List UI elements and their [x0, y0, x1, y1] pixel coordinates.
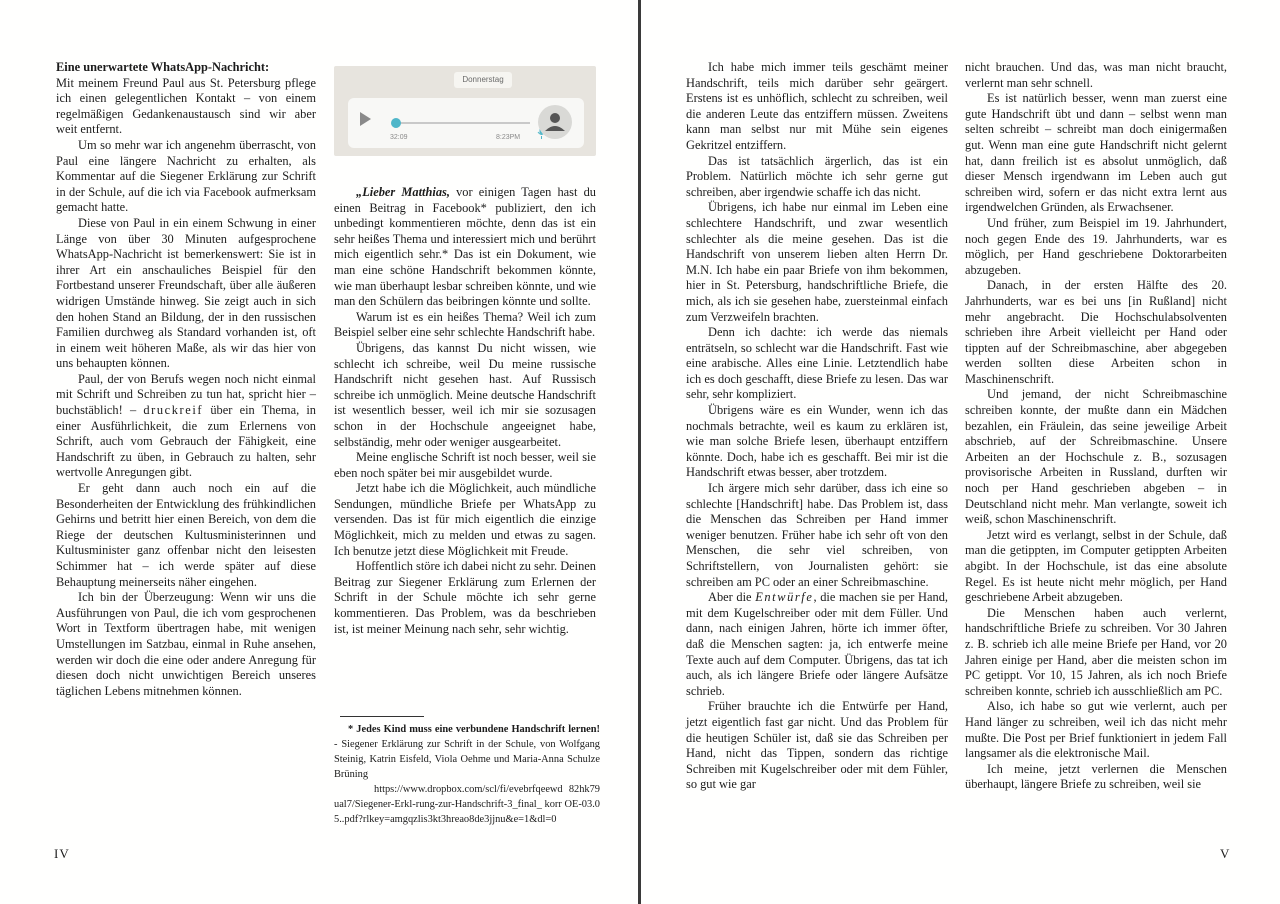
play-icon: [360, 112, 371, 126]
paragraph: Jetzt habe ich die Möglichkeit, auch mündliche Sendungen, mündliche Briefe per WhatsApp zu versenden. Das ist für mich eigentlich die einzige Möglichkeit, mich zu melden und etwas zu sagen. Ich benutze jetzt diese Möglichkeit mit Freude.: [334, 481, 596, 558]
paragraph: Ich meine, jetzt verlernen die Menschen überhaupt, längere Briefe zu schreiben, weil sie: [965, 761, 1227, 792]
paragraph-text: Paul, der von Berufs wegen noch nicht einmal mit Schrift und Schreiben zu tun hat, spricht hier – buchstäblich! –: [56, 371, 316, 418]
paragraph: [334, 185, 596, 310]
paragraph: Danach, in der ersten Hälfte des 20. Jahrhunderts, war es bei uns [in Rußland] nicht mehr angebracht. Die Hochschulabsolventen schrieben ihre Arbeit vielleicht per Hand oder tippten auf der Schreibmaschine, aber abgegeben werden sollten diese Arbeiten schon in Maschinenschrift.: [965, 278, 1227, 386]
paragraph: Und früher, zum Beispiel im 19. Jahrhundert, noch gegen Ende des 19. Jahrhunderts, war es möglich, per Hand geschriebene Doktorarbeiten abzugeben.: [965, 215, 1227, 277]
right-column-1: [686, 60, 948, 793]
paragraph: Ich habe mich immer teils geschämt meiner Handschrift, teils mich darüber sehr geärgert. Erstens ist es unhöflich, schlecht zu schreiben, weil die anderen Leute das entziffern müssen. Zweitens kann man selbst nur mit Mühe sein eigenes Gekritzel entziffern.: [686, 60, 948, 152]
paragraph: Meine englische Schrift ist noch besser, weil sie eben noch später bei mir ausgebildet wurde.: [334, 450, 596, 480]
paragraph: Denn ich dachte: ich werde das niemals enträtseln, so schlecht war die Handschrift. Fast wie eine arabische. Alles eine Linie. Letztendlich habe ich es doch geschafft, diese Briefe zu lesen. Das war sehr, sehr kompliziert.: [686, 325, 948, 402]
paragraph-text: vor einigen Tagen hast du einen Beitrag in Facebook* publiziert, den ich unbedingt kommentieren möchte, denn das ist ein sehr heißes Thema und interessiert mich und berührt mich eigentlich sehr.* Das ist ein Dokument, wie man eine schöne Handschrift bekommen könnte, wie man überhaupt lesbar schreiben könnte, und wie man den Schülern das beibringen könnte und sollte.: [334, 185, 596, 309]
paragraph-text: über ein Thema, in einer Ausführlichkeit, die zum Erlernens von Schrift, auch vom Gebrauch der Fähigkeit, eine Handschrift zu üben, in Gebrauch zu halten, sehr wertvolle Anregungen gibt.: [56, 403, 316, 480]
paragraph: [686, 590, 948, 699]
right-column-2: [965, 60, 1227, 793]
paragraph: Also, ich habe so gut wie verlernt, auch per Hand länger zu schreiben, weil ich das nicht mehr mußte. Die Post per Brief funktioniert in jedem Fall langsamer als die elektronische Mail.: [965, 699, 1227, 761]
paragraph: Um so mehr war ich angenehm überrascht, von Paul eine längere Nachricht zu erhalten, als Kommentar auf die Siegener Erklärung zur Schrift in der Schule, auf die ich via Facebook aufmerksam gemacht hatte.: [56, 137, 316, 215]
paragraph: Übrigens wäre es ein Wunder, wenn ich das nochmals betrachte, weil es kaum zu erklären ist, wie man solche Briefe lesen, überhaupt entziffern könnte. Doch, habe ich es geschafft. Bei mir ist die Handschrift etwas besser, aber trotzdem.: [686, 403, 948, 480]
footnote-body: - Siegener Erklärung zur Schrift in der Schule, von Wolfgang Steinig, Katrin Eisfeld, Viola Oehme und Maria-Anna Schulze Brüning: [334, 739, 600, 780]
paragraph: Ich ärgere mich sehr darüber, dass ich eine so schlechte [Handschrift] habe. Das Problem ist, dass die Menschen das Schreiben per Hand immer weniger benutzen. Früher habe ich sehr oft von den Menschen, die sehr viel schreiben, von Schriftstellern, von Journalisten gehört: sie schreiben am PC oder an einer Schreibmaschine.: [686, 481, 948, 589]
article-heading: Eine unerwartete WhatsApp-Nachricht:: [56, 60, 270, 74]
paragraph: Es ist natürlich besser, wenn man zuerst eine gute Handschrift übt und dann – selbst wenn man selten schreibt – schreibt man doch einigermaßen gut. Wenn man eine gute Handschrift nicht gelernt hat, dann freilich ist es absolut unmöglich, daß dieser Mensch irgendwann im Leben auch gut schreiben wird, sofern er das nicht extra lernt aus irgendwelchen Gründen, als Erwachsener.: [965, 91, 1227, 215]
audio-progress-track: [390, 117, 530, 129]
left-column-2: [334, 185, 596, 637]
paragraph: Die Menschen haben auch verlernt, handschriftliche Briefe zu schreiben. Vor 30 Jahren z. B. schrieb ich alle meine Briefe per Hand, vor 20 Jahren einige per Hand, aber die meisten schon im PC getippt. Vor 10, 15 Jahren, als ich noch Briefe schreiben konnte, schrieb ich ausschließlich am PC.: [965, 605, 1227, 698]
paragraph: Diese von Paul in ein einem Schwung in einer Länge von über 30 Minuten aufgesprochene WhatsApp-Nachricht ist bemerkenswert: Sie ist in ihrer Art ein anschauliches Beispiel für den Fortbestand unserer Freundschaft, über alle äußeren widrigen Umstände hinweg. Sie zeigt auch in sich den hohen Stand an Bildung, der in den russischen Familien durchweg als Standard vorhanden ist, oft in einem weit höheren Maße, als wir das hier von uns behaupten können.: [56, 215, 316, 371]
whatsapp-voice-message-image: [334, 66, 596, 156]
paragraph: Übrigens, das kannst Du nicht wissen, wie schlecht ich schreibe, weil Du meine russische Handschrift nicht gesehen hast. Auf Russisch schreibe ich unmöglich. Meine deutsche Handschrift ist wesentlich besser, weil ich mir sie sozusagen schon in der Hochschule angeeignet habe, selbständig, mehr oder weniger ausgearbeitet.: [334, 340, 596, 449]
paragraph: Er geht dann auch noch ein auf die Besonderheiten der Entwicklung des frühkindlichen Gehirns und betritt hier einen Bereich, von dem die Riege der deutschen Kultusministerinnen und Kultusminister ganz offenbar nicht den leisesten Schimmer hat – ich werde später auf diese Behauptung meinerseits näher eingehen.: [56, 481, 316, 589]
footnote-title: * Jedes Kind muss eine verbundene Handschrift lernen!: [348, 724, 600, 735]
paragraph-text: Aber die: [708, 590, 752, 605]
letter-salutation: „Lieber Matthias,: [356, 185, 450, 199]
paragraph: Früher brauchte ich die Entwürfe per Hand, jetzt eigentlich fast gar nicht. Und das Problem für die heutigen Schüler ist, daß sie das Schreiben per Hand, nicht das Tippen, sondern das richtige Schreiben mit Kugelschreiber oder mit dem Fühler, so gut wie gar: [686, 699, 948, 792]
paragraph: nicht brauchen. Und das, was man nicht braucht, verlernt man sehr schnell.: [965, 60, 1227, 90]
emphasis-word: Entwürfe: [755, 590, 814, 605]
paragraph: [56, 372, 316, 481]
voice-duration: 32:09: [390, 134, 408, 141]
footnote: [334, 722, 600, 827]
paragraph: Jetzt wird es verlangt, selbst in der Schule, daß man die getippten, im Computer getippten Arbeiten abgibt. In der Hochschule, ist das eine absolute Regel. Es ist heute nicht mehr möglich, per Hand geschriebene Arbeit abzugeben.: [965, 527, 1227, 605]
page-gutter-divider: [638, 0, 641, 904]
page-number-left: IV: [54, 846, 70, 861]
footnote-url[interactable]: https://www.dropbox.com/scl/fi/evebrfqeewd 82hk79 ual7/Siegener-Erkl-rung-zur-Handschrift-3_final_ korr OE-03.05..pdf?rlkey=amgqzlis3kt3hreao8de3jjnu&e=1&dl=0: [334, 784, 600, 825]
paragraph: Warum ist es ein heißes Thema? Weil ich zum Beispiel selber eine sehr schlechte Handschrift habe.: [334, 309, 596, 340]
chat-date-label: Donnerstag: [454, 72, 512, 88]
user-avatar-icon: [538, 105, 572, 139]
paragraph-text: , die machen sie per Hand, mit dem Kugelschreiber oder mit dem Füller. Und dann, nach einigen Jahren, hörte ich immer öfter, daß die Menschen sagten: ja, ich entwerfe meine Texte auch auf dem Computer. Übrigens, das tat ich auch, als ich längere Briefe oder längere Aufsätze schrieb.: [686, 590, 948, 698]
message-timestamp: 8:23PM: [496, 134, 521, 141]
paragraph: Übrigens, ich habe nur einmal im Leben eine schlechtere Handschrift, und zwar wesentlich schlechter als die meine gesehen. Das ist die Handschrift von unserem lieben alten Herrn Dr. M.N. Ich habe ein paar Briefe von ihm bekommen, hier in St. Petersburg, handschriftliche Briefe, die mich, als ich sie gesehen habe, zuersteinmal einfach zum Verzweifeln brachten.: [686, 200, 948, 324]
left-column-1: [56, 60, 316, 699]
paragraph: Ich bin der Überzeugung: Wenn wir uns die Ausführungen von Paul, die ich vom gesprochenen Wort in Textform übertragen habe, mit wenigen Umstellungen im Satzbau, einmal in Ruhe ansehen, werden wir doch die eine oder andere Anregung für diesen doch nicht unwichtigen Bereich unseres täglichen Lebens mitnehmen können.: [56, 590, 316, 698]
paragraph: Das ist tatsächlich ärgerlich, das ist ein Problem. Natürlich möchte ich sehr gerne gut schreiben, aber irgendwie schaffe ich das nicht.: [686, 153, 948, 199]
page-number-right: V: [1220, 846, 1231, 861]
paragraph: Und jemand, der nicht Schreibmaschine schreiben konnte, der mußte dann ein Mädchen bezahlen, ein Fräulein, das seine jeweilige Arbeit abschrieb, auf der Schreibmaschine. Unsere Arbeiten an der Hochschule z. B., sozusagen provisorische Arbeiten in Russland, durften wir noch per Hand geschrieben abgeben – in Deutschland nicht mehr. Man verlangte, soweit ich weiß, schon Maschinenschrift.: [965, 387, 1227, 527]
voice-message-bubble: [348, 98, 584, 148]
footnote-citation: [334, 722, 600, 782]
paragraph: Hoffentlich störe ich dabei nicht zu sehr. Deinen Beitrag zur Siegener Erklärung zum Erlernen der Schrift in der Schule möchte ich sehr gerne kommentieren. Das Problem, was da beschrieben ist, ist meiner Meinung nach sehr, sehr wichtig.: [334, 559, 596, 636]
spaced-emphasis: druckreif: [143, 403, 204, 418]
footnote-rule: [340, 716, 424, 717]
paragraph: Mit meinem Freund Paul aus St. Petersburg pflege ich einen gelegentlichen Kontakt – von einem regelmäßigen Gedankenaustausch sind wir aber weit entfernt.: [56, 75, 316, 137]
